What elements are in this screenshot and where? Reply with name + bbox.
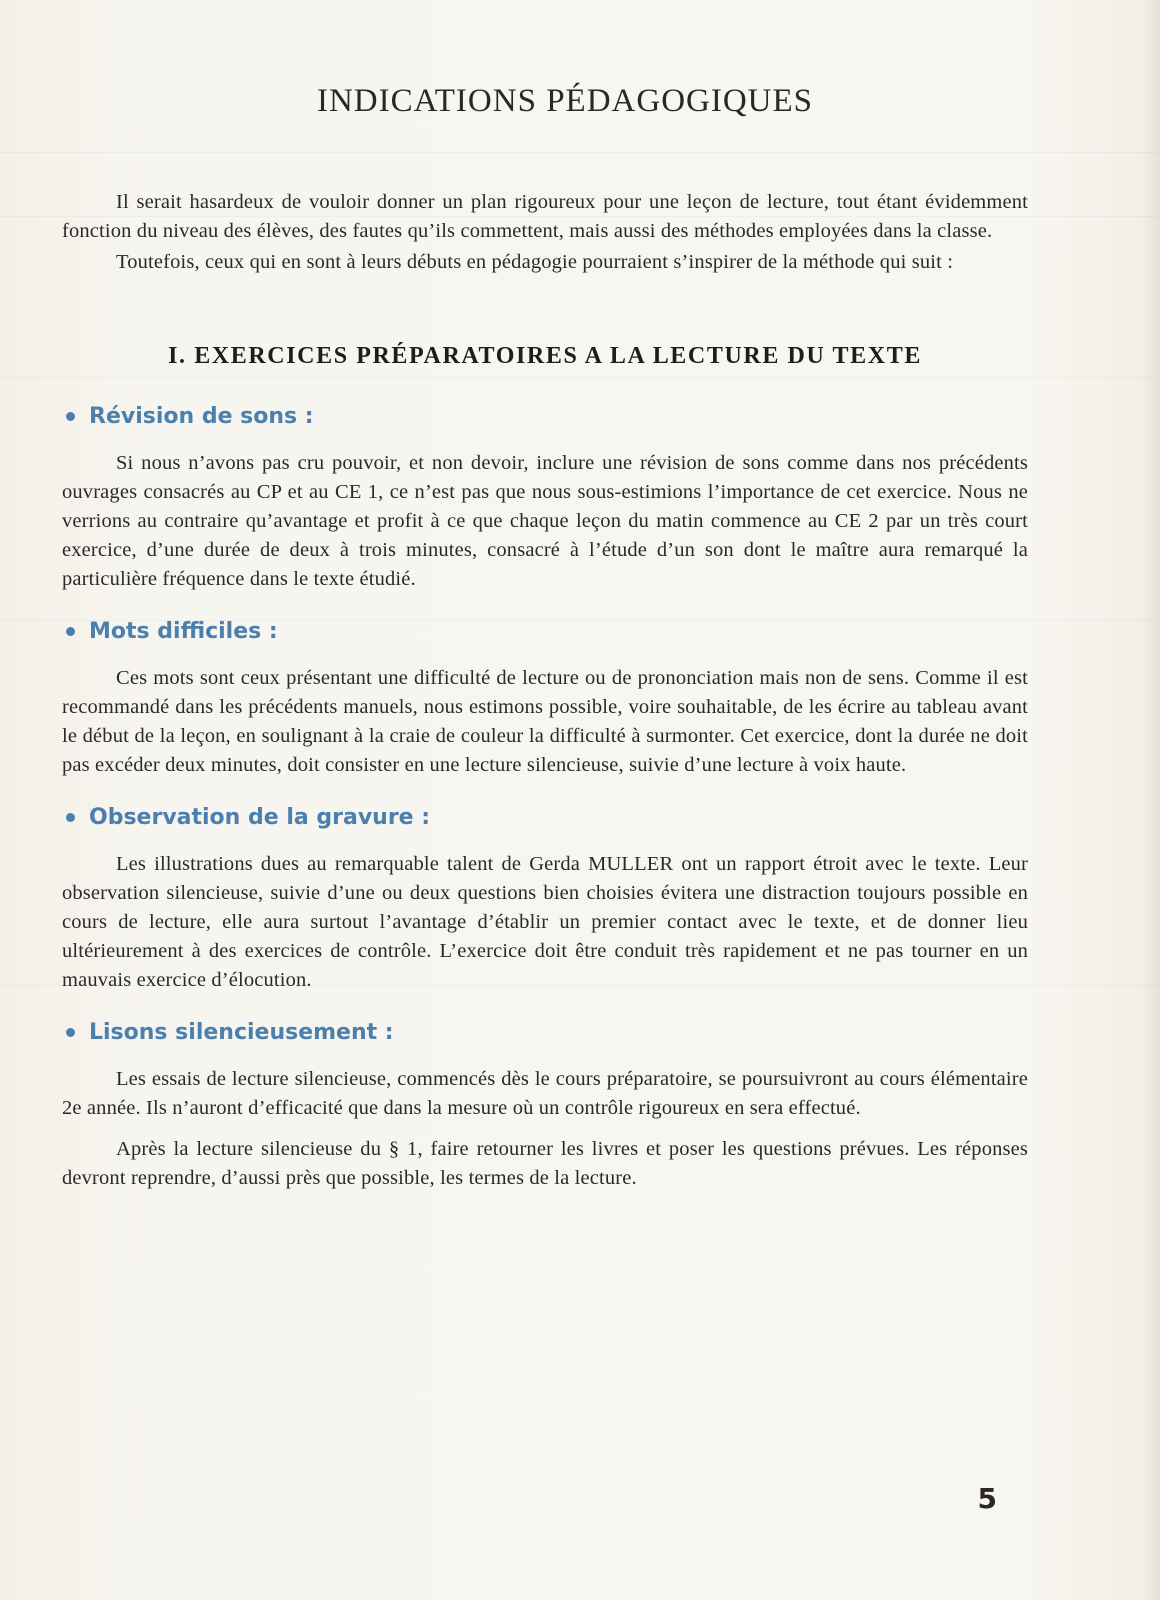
intro-text: [62, 188, 1028, 277]
section-heading-label: Mots difficiles :: [89, 618, 278, 644]
section-observation-gravure: [62, 805, 1028, 995]
bullet-icon: [66, 813, 75, 822]
page-title: INDICATIONS PÉDAGOGIQUES: [316, 83, 814, 119]
section-heading-label: Révision de sons :: [89, 403, 314, 429]
section-revision-sons: [62, 404, 1028, 594]
intro-paragraph: Toutefois, ceux qui en sont à leurs débuts en pédagogie pourraient s’inspirer de la méthode qui suit :: [116, 250, 954, 273]
bullet-icon: [66, 627, 75, 636]
bullet-icon: [66, 1028, 75, 1037]
section-paragraph: Après la lecture silencieuse du § 1, faire retourner les livres et poser les questions prévues. Les réponses devront reprendre, d’aussi près que possible, les termes de la lecture.: [62, 1137, 1028, 1189]
section-heading: [62, 805, 1028, 830]
section-title: I. EXERCICES PRÉPARATOIRES A LA LECTURE DU TEXTE: [168, 342, 922, 369]
section-paragraph: Ces mots sont ceux présentant une difficulté de lecture ou de prononciation mais non de sens. Comme il est recommandé dans les précédents manuels, nous estimons possible, voire souhaitable, de les écrire au tableau avant le début de la leçon, en soulignant à la craie de couleur la difficulté à surmonter. Cet exercice, dont la durée ne doit pas excéder deux minutes, doit consister en une lecture silencieuse, suivie d’une lecture à voix haute.: [62, 666, 1028, 776]
section-lisons-silencieusement: [62, 1020, 1028, 1193]
section-paragraph: Si nous n’avons pas cru pouvoir, et non devoir, inclure une révision de sons comme dans nos précédents ouvrages consacrés au CP et au CE 1, ce n’est pas que nous sous-estimions l’importance de cet exercice. Nous ne verrions au contraire qu’avantage et profit à ce que chaque leçon du matin commence au CE 2 par un très court exercice, d’une durée de deux à trois minutes, consacré à l’étude d’un son dont le maître aura remarqué la particulière fréquence dans le texte étudié.: [62, 451, 1028, 590]
section-paragraph: Les illustrations dues au remarquable talent de Gerda MULLER ont un rapport étroit avec le texte. Leur observation silencieuse, suivie d’une ou deux questions bien choisies évitera une distraction toujours possible en cours de lecture, elle aura surtout l’avantage d’établir un premier contact avec le texte, et de donner lieu ultérieurement à des exercices de contrôle. L’exercice doit être conduit très rapidement et ne pas tourner en un mauvais exercice d’élocution.: [62, 852, 1028, 991]
page-number: 5: [977, 1482, 997, 1515]
section-heading: [62, 619, 1028, 644]
section-heading-label: Observation de la gravure :: [89, 804, 431, 830]
page-content: [62, 82, 1028, 1218]
bullet-icon: [66, 412, 75, 421]
section-heading: [62, 404, 1028, 429]
section-heading-label: Lisons silencieusement :: [89, 1019, 394, 1045]
section-paragraph: Les essais de lecture silencieuse, commencés dès le cours préparatoire, se poursuivront au cours élémentaire 2e année. Ils n’auront d’efficacité que dans la mesure où un contrôle rigoureux en sera effectué.: [62, 1067, 1028, 1119]
section-heading: [62, 1020, 1028, 1045]
intro-paragraph: Il serait hasardeux de vouloir donner un plan rigoureux pour une leçon de lecture, tout étant évidemment fonction du niveau des élèves, des fautes qu’ils commettent, mais aussi des méthodes employées dans la classe.: [62, 190, 1028, 242]
section-mots-difficiles: [62, 619, 1028, 780]
